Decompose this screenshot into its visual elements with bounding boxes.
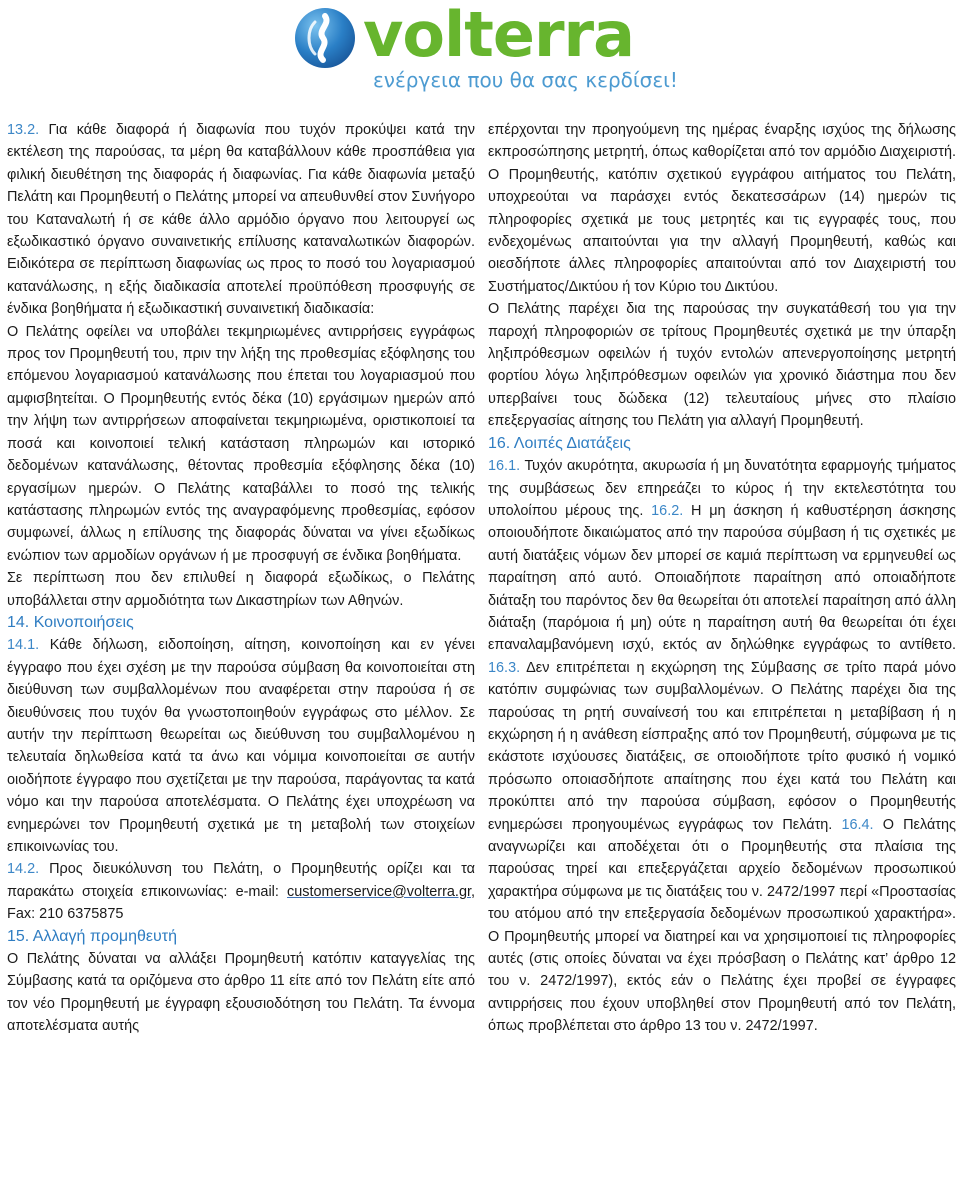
clause-number: 16.3. [488, 659, 521, 676]
clause-number: 16.4. [841, 816, 874, 833]
globe-logo-icon [293, 6, 357, 70]
paragraph-13-2 [7, 119, 475, 321]
volterra-logo [293, 0, 678, 96]
paragraph-text: Ο Πελάτης αναγνωρίζει και αποδέχεται ότι ο Προμηθευτής στα πλαίσια της παρούσας τηρεί και επεξεργάζεται αρχείο δεδομένων προσωπικού χαρακτήρα σύμφωνα με τις διατάξεις του ν. 2472/1997 περί «Προστασίας του ατόμου από την επεξεργασία δεδομένων προσωπικού χαρακτήρα». Ο Προμηθευτής μπορεί να διατηρεί και να χρησιμοποιεί τις πληροφορίες αυτές (στις οποίες δύναται να έχει πρόσβαση ο Πελάτης κατ’ άρθρο 12 του ν. 2472/1997), εκτός εάν ο Πελάτης έχει προβεί σε έγγραφες αντιρρήσεις που έχουν υποβληθεί στον Προμηθευτή από τον Πελάτη, όπως προβλέπεται στο άρθρο 13 του ν. 2472/1997. [488, 816, 956, 1035]
paragraph-13-2-objections: Ο Πελάτης οφείλει να υποβάλει τεκμηριωμένες αντιρρήσεις εγγράφως προς τον Προμηθευτή του, πριν την λήξη της προθεσμίας εξόφλησης του επόμενου λογαριασμού κατανάλωσης που έπεται του λογαριασμού που αμφισβητείται. Ο Προμηθευτής εντός δέκα (10) εργάσιμων ημερών από την λήψη των αντιρρήσεων αποφαίνεται τεκμηριωμένα, οριστικοποιεί τα ποσά και κοινοποιεί τελική κατάσταση πληρωμών και ιστορικό δεδομένων κατανάλωσης, θέτοντας προθεσμία εξόφλησης δέκα (10) εργασίμων ημερών. Ο Πελάτης καταβάλλει το ποσό της τελικής κατάστασης πληρωμών εντός της αναγραφόμενης προθεσμίας, εφόσον συμφωνεί, άλλως η επίλυσης της διαφοράς δύναται να γίνει εξωδίκως ενώπιον των αρμοδίων οργάνων ή με προσφυγή σε ένδικα βοηθήματα. [7, 323, 475, 564]
clause-number: 14.2. [7, 861, 40, 878]
section-heading-14: 14. Κοινοποιήσεις [7, 613, 134, 631]
logo-wordmark: volterra [363, 0, 634, 71]
paragraph-text: Τυχόν ακυρότητα, ακυρωσία ή μη δυνατότητα εφαρμογής τμήματος της συμβάσεως δεν επηρεάζει το κύρος ή την εκτελεστότητα του υπολοίπου μέρους της. [488, 458, 956, 519]
paragraph-text: Δεν επιτρέπεται η εκχώρηση της Σύμβασης σε τρίτο παρά μόνο κατόπιν συμφώνιας των συμβαλλομένων. Ο Πελάτης παρέχει δια της παρούσας τη ρητή συναίνεσή του και επιτρέπεται η μεταβίβαση ή η εκχώρηση ή η ανάθεση είσπραξης από τον Προμηθευτή, σύμφωνα με τις εκάστοτε ισχύουσες διατάξεις, σε οποιοδήποτε τρίτο φυσικό ή νομικό πρόσωπο οποιασδήποτε απαίτησης που έχει κατά του Πελάτη και προκύπτει από την παρούσα σύμβαση, εφόσον ο Προμηθευτής ενημερώσει προηγουμένως εγγράφως τον Πελάτη. [488, 659, 956, 833]
paragraph-15-consent: Ο Πελάτης παρέχει δια της παρούσας την συγκατάθεσή του για την παροχή πληροφοριών σε τρίτους Προμηθευτές σχετικά με την ύπαρξη ληξιπρόθεσμων οφειλών ή τυχόν εντολών απενεργοποίησης μετρητή φορτίου λόγω ληξιπρόθεσμων οφειλών για χρονικό διάστημα που δεν υπερβαίνει τους δώδεκα (12) τελευταίους μήνες στο πλαίσιο επεξεργασίας αίτησης του Πελάτη για αλλαγή Προμηθευτή. [488, 301, 956, 430]
paragraph-15: Ο Πελάτης δύναται να αλλάξει Προμηθευτή κατόπιν καταγγελίας της Σύμβασης κατά τα οριζόμενα στο άρθρο 11 είτε από τον Πελάτη είτε από τον νέο Προμηθευτή με έγγραφη εξουσιοδότηση του Πελάτη. Τα έννομα αποτελέσματα αυτής [7, 951, 475, 1035]
right-column [488, 119, 956, 1038]
fax-text: , Fax: 210 6375875 [7, 883, 475, 923]
paragraph-text: Για κάθε διαφορά ή διαφωνία που τυχόν προκύψει κατά την εκτέλεση της παρούσας, τα μέρη θα καταβάλλουν κάθε προσπάθεια για φιλική διευθέτηση της διαφοράς ή διαφωνίας. Για κάθε διαφωνία μεταξύ Πελάτη και Προμηθευτή ο Πελάτης μπορεί να απευθυνθεί στον Συνήγορο του Καταναλωτή ή σε κάθε άλλο αρμόδιο όργανο που λειτουργεί ως εξωδικαστικό όργανο συναινετικής επίλυσης καταναλωτικών διαφορών. Ειδικότερα σε περίπτωση διαφωνίας ως προς το ποσό του λογαριασμού κατανάλωσης, η εξής διαδικασία αποτελεί προϋπόθεση προσφυγής σε ένδικα βοηθήματα ή εξωδικαστική συναινετική διαδικασία: [7, 122, 475, 318]
paragraph-14-1 [7, 634, 475, 858]
paragraph-14-2 [7, 858, 475, 925]
logo-slogan: ενέργεια που θα σας κερδίσει! [373, 68, 678, 92]
paragraph-text: Η μη άσκηση ή καθυστέρηση άσκησης οποιουδήποτε δικαιώματος από την παρούσα σύμβαση ή τις σχετικές με αυτή διατάξεις νόμων δεν μπορεί σε καμιά περίπτωση να ερμηνευθεί ως παραίτηση από αυτό. Οποιαδήποτε παραίτηση από οποιαδήποτε διάταξη του παρόντος δεν θα θεωρείται ότι αποτελεί παραίτηση από άλλη διάταξη (παρόμοια ή μη) ούτε η παραίτηση αυτή θα θεωρείται ότι έχει επαναλαμβανόμενη ισχύ, εκτός αν δηλώθηκε εγγράφως το αντίθετο. [488, 502, 957, 654]
paragraph-16 [488, 455, 956, 1038]
paragraph-text: Προς διευκόλυνση του Πελάτη, ο Προμηθευτής ορίζει και τα παρακάτω στοιχεία επικοινωνίας: e-mail: [7, 861, 475, 900]
email-link[interactable]: customerservice@volterra.gr [287, 883, 471, 900]
clause-number: 16.2. [651, 502, 684, 519]
paragraph-text: Κάθε δήλωση, ειδοποίηση, αίτηση, κοινοποίηση και εν γένει έγγραφο που έχει σχέση με την παρούσα σύμβαση θα κοινοποιείται στη διεύθυνση των συμβαλλομένων που αναφέρεται στην παρούσα ή σε διευθύνσεις που τυχόν θα γνωστοποιηθούν εγγράφως στο μέλλον. Σε αυτήν την περίπτωση θεωρείται ως διεύθυνση του συμβαλλομένου η τελευταία δηλωθείσα κατά τα άνω και νόμιμα κοινοποιείται σε αυτήν οιοδήποτε έγγραφο που σχετίζεται με την παρούσα, παράγοντας τα κατά νόμο και την παρούσα αποτελέσματα. Ο Πελάτης έχει υποχρέωση να ενημερώνει τον Προμηθευτή σχετικά με τη μεταβολή των στοιχείων επικοινωνίας του. [7, 637, 476, 855]
section-heading-15: 15. Αλλαγή προμηθευτή [7, 927, 177, 945]
section-heading-16: 16. Λοιπές Διατάξεις [488, 434, 631, 452]
left-column [7, 119, 475, 1038]
clause-number: 16.1. [488, 458, 521, 475]
paragraph-13-2-courts: Σε περίπτωση που δεν επιλυθεί η διαφορά εξωδίκως, ο Πελάτης υποβάλλεται στην αρμοδιότητα των Δικαστηρίων των Αθηνών. [7, 570, 475, 609]
page-header [0, 0, 960, 100]
clause-number: 13.2. [7, 122, 40, 138]
paragraph-15-continued: επέρχονται την προηγούμενη της ημέρας έναρξης ισχύος της δήλωσης εκπροσώπησης μετρητή, όπως καθορίζεται από τον αρμόδιο Διαχειριστή. Ο Προμηθευτής, κατόπιν σχετικού εγγράφου αιτήματος του Πελάτη, υποχρεούται να παράσχει εντός δεκατεσσάρων (14) ημερών τις πληροφορίες σχετικά με τους μετρητές και τις εγγραφές τους, που ενδεχομένως απαιτούνται για την αλλαγή Προμηθευτή, καθώς και οιεσδήποτε άλλες πληροφορίες απαιτούνται από τον Διαχειριστή του Συστήματος/Δικτύου ή τον Κύριο του Δικτύου. [488, 122, 956, 295]
clause-number: 14.1. [7, 637, 40, 654]
